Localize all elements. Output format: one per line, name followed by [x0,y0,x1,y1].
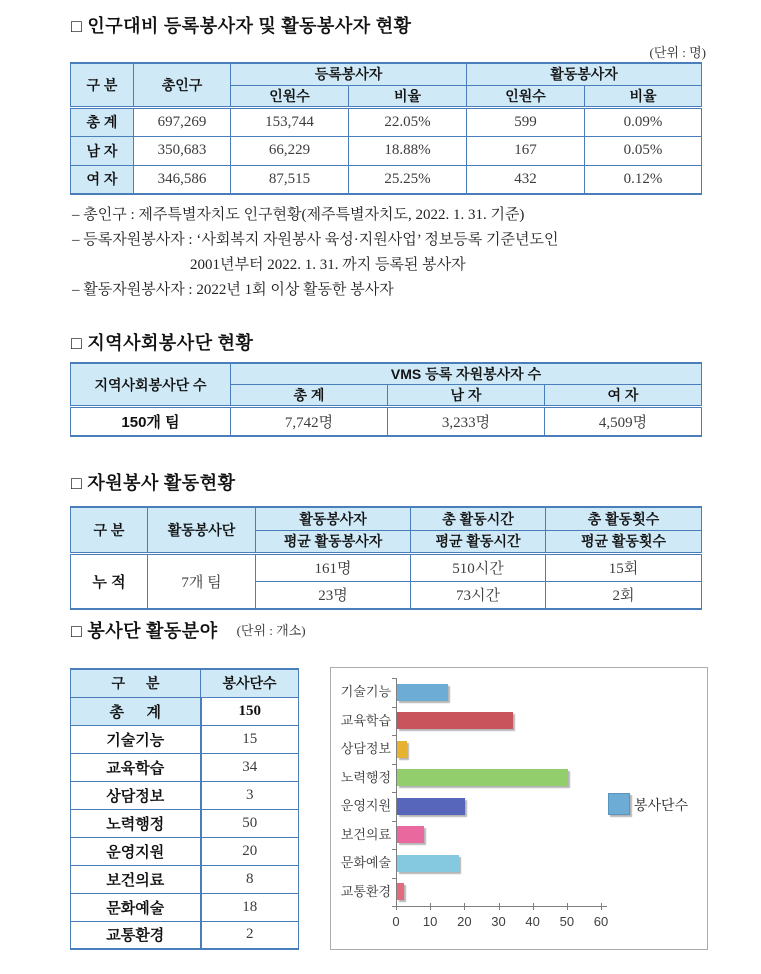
cell-volunteers: 23명 [256,581,411,609]
category-axis-tick [392,764,397,765]
category-axis-tick [392,735,397,736]
col-header-avg-volunteers: 평균 활동봉사자 [256,530,411,553]
cell-team-count: 15 [201,725,299,753]
col-header-field: 구 분 [71,669,201,697]
chart-bar-4 [397,769,568,786]
chart-bar-1 [397,684,448,701]
cell-field-name: 상담정보 [71,781,201,809]
cell-team-count: 20 [201,837,299,865]
table-row [71,809,299,837]
cell-reg-ratio: 18.88% [349,136,467,165]
cell-field-name: 교통환경 [71,921,201,949]
category-axis-tick [392,678,397,679]
cell-team-count: 8 [201,865,299,893]
chart-category-label: 상담정보 [340,741,391,756]
cell-field-name: 노력행정 [71,809,201,837]
cell-act-ratio: 0.05% [585,136,702,165]
cell-hours: 73시간 [411,581,546,609]
col-header-counts: 총 활동횟수 [546,507,702,530]
cell-team-count: 50 [201,809,299,837]
x-axis-tick-label: 0 [392,914,400,929]
col-header-act-ratio: 비율 [585,85,702,107]
col-header-team-count: 봉사단수 [201,669,299,697]
chart-bar-2 [397,712,513,729]
col-header-hours: 총 활동시간 [411,507,546,530]
section2-title: □ 지역사회봉사단 현황 [71,333,254,353]
activity-status-table [70,506,702,610]
row-label: 총 계 [71,107,134,136]
chart-bar-8 [397,883,404,900]
cell-volunteers: 161명 [256,553,411,581]
footnote-line: – 등록자원봉사자 : ‘사회복지 자원봉사 육성·지원사업’ 정보등록 기준년도인 [72,232,559,248]
community-team-table [70,362,702,437]
col-header-male: 남 자 [388,385,545,407]
col-header-reg-count: 인원수 [231,85,349,107]
x-axis-tick [499,903,500,910]
col-header-volunteers: 활동봉사자 [256,507,411,530]
col-header-active-teams: 활동봉사단 [148,507,256,553]
cell-counts: 2회 [546,581,702,609]
table-row [71,165,702,194]
chart-category-label: 기술기능 [340,684,391,699]
cell-field-name: 교육학습 [71,753,201,781]
legend-swatch [608,793,630,815]
cell-counts: 15회 [546,553,702,581]
activity-field-chart [330,667,708,950]
category-axis-tick [392,792,397,793]
section1-unit-note: (단위 : 명) [649,45,706,60]
table-row [71,921,299,949]
cell-team-count: 150개 팀 [71,407,231,436]
col-header-reg-ratio: 비율 [349,85,467,107]
cell-population: 697,269 [134,107,231,136]
x-axis-line [392,906,607,907]
cell-reg-count: 153,744 [231,107,349,136]
cell-act-ratio: 0.12% [585,165,702,194]
cell-field-name: 보건의료 [71,865,201,893]
section1-title: □ 인구대비 등록봉사자 및 활동봉사자 현황 [71,16,412,36]
row-label: 여 자 [71,165,134,194]
section3-title: □ 자원봉사 활동현황 [71,473,236,493]
cell-field-name: 기술기능 [71,725,201,753]
cell-population: 350,683 [134,136,231,165]
x-axis-tick [464,903,465,910]
chart-bar-7 [397,855,459,872]
col-header-avg-counts: 평균 활동횟수 [546,530,702,553]
x-axis-tick [601,903,602,910]
legend-label: 봉사단수 [634,797,689,813]
cell-population: 346,586 [134,165,231,194]
table-row [71,865,299,893]
category-axis-tick [392,707,397,708]
activity-field-table [70,668,299,950]
cell-reg-count: 87,515 [231,165,349,194]
cell-female: 4,509명 [545,407,702,436]
cell-reg-count: 66,229 [231,136,349,165]
x-axis-tick [567,903,568,910]
table-row [71,136,702,165]
row-label-cumulative: 누 적 [71,553,148,609]
col-header-group: 구 분 [71,63,134,107]
footnote-line: 2001년부터 2022. 1. 31. 까지 등록된 봉사자 [190,257,466,273]
table-row [71,753,299,781]
cell-team-count: 18 [201,893,299,921]
table-row [71,781,299,809]
table-row [71,837,299,865]
col-header-vms: VMS 등록 자원봉사자 수 [231,363,702,385]
col-header-female: 여 자 [545,385,702,407]
x-axis-tick-label: 60 [593,914,609,929]
cell-field-name: 총 계 [71,697,201,725]
col-header-group: 구 분 [71,507,148,553]
x-axis-tick-label: 30 [491,914,506,929]
cell-team-count: 2 [201,921,299,949]
x-axis-tick [533,903,534,910]
chart-category-label: 문화예술 [340,855,391,870]
cell-total: 7,742명 [231,407,388,436]
section4-unit-note: (단위 : 개소) [236,623,306,638]
chart-category-label: 운영지원 [340,798,391,813]
col-header-population: 총인구 [134,63,231,107]
chart-category-label: 보건의료 [340,826,391,842]
table-row [71,697,299,725]
cell-reg-ratio: 25.25% [349,165,467,194]
footnote-line: – 총인구 : 제주특별자치도 인구현황(제주특별자치도, 2022. 1. 31. 기준) [72,207,525,223]
col-header-team-count: 지역사회봉사단 수 [71,363,231,407]
x-axis-tick-label: 40 [525,914,540,929]
table-row [71,725,299,753]
chart-bar-5 [397,798,465,815]
category-axis-tick [392,878,397,879]
cell-team-count: 150 [201,697,299,725]
cell-team-count: 7개 팀 [148,553,256,609]
field-table-body [71,697,299,949]
chart-category-label: 교육학습 [340,712,391,728]
chart-bar-3 [397,741,407,758]
cell-act-count: 167 [467,136,585,165]
col-header-avg-hours: 평균 활동시간 [411,530,546,553]
cell-team-count: 34 [201,753,299,781]
chart-category-label: 교통환경 [340,883,391,899]
col-header-active: 활동봉사자 [467,63,702,85]
footnote-line: – 활동자원봉사자 : 2022년 1회 이상 활동한 봉사자 [72,282,394,298]
cell-male: 3,233명 [388,407,545,436]
cell-hours: 510시간 [411,553,546,581]
cell-team-count: 3 [201,781,299,809]
table-row [71,893,299,921]
chart-bar-6 [397,826,424,843]
cell-field-name: 운영지원 [71,837,201,865]
cell-act-count: 599 [467,107,585,136]
table-row [71,407,702,436]
section4-title-text: □ 봉사단 활동분야 [71,621,218,641]
x-axis-tick-label: 50 [559,914,575,929]
table-row [71,553,702,581]
x-axis-tick-label: 20 [457,914,472,929]
col-header-total: 총 계 [231,385,388,407]
x-axis-tick [430,903,431,910]
x-axis-tick [396,903,397,910]
col-header-act-count: 인원수 [467,85,585,107]
cell-act-ratio: 0.09% [585,107,702,136]
x-axis-tick-label: 10 [422,914,438,929]
footnotes [72,203,559,303]
population-volunteer-table [70,62,702,195]
row-label: 남 자 [71,136,134,165]
cell-field-name: 문화예술 [71,893,201,921]
category-axis-tick [392,849,397,850]
cell-act-count: 432 [467,165,585,194]
section4-title [71,617,306,643]
col-header-registered: 등록봉사자 [231,63,467,85]
category-axis-tick [392,821,397,822]
chart-category-label: 노력행정 [340,769,391,785]
cell-reg-ratio: 22.05% [349,107,467,136]
table-row [71,107,702,136]
